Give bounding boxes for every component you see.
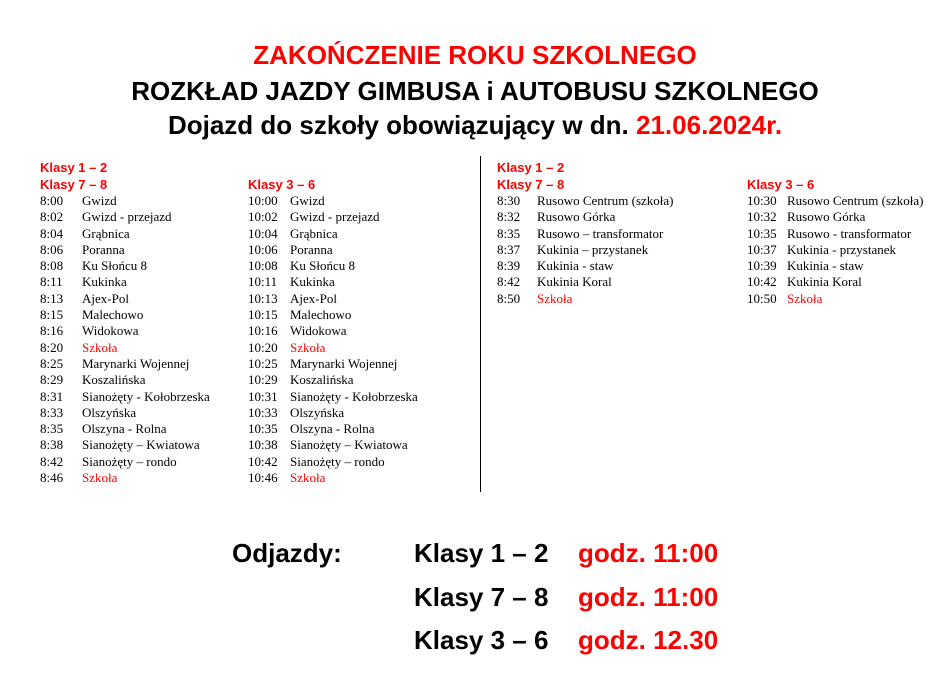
departure-group: Klasy 1 – 2 <box>414 538 549 568</box>
departures-label: Odjazdy: <box>232 538 342 568</box>
stop-row <box>40 323 240 339</box>
stop-row <box>40 421 240 437</box>
stop-time: 10:08 <box>248 258 278 274</box>
stop-name: Sianożęty - Kołobrzeska <box>82 388 210 404</box>
stop-row <box>497 242 727 258</box>
stop-row <box>248 323 448 339</box>
stop-row <box>40 193 240 209</box>
stop-name: Kukinia – przystanek <box>537 241 649 257</box>
stop-name: Widokowa <box>290 323 347 339</box>
stop-row <box>40 454 240 470</box>
right-schedule-b <box>747 193 947 307</box>
stop-name: Szkoła <box>537 290 573 306</box>
date-value: 21.06.2024r. <box>636 110 783 140</box>
stop-time: 10:13 <box>248 290 278 306</box>
stop-row <box>40 274 240 290</box>
stop-row <box>40 258 240 274</box>
stop-name: Olszyna - Rolna <box>82 421 167 437</box>
stop-row <box>40 291 240 307</box>
right-group-a-line1: Klasy 1 – 2 <box>497 160 565 175</box>
stop-time: 8:33 <box>40 404 64 420</box>
stop-name: Ku Słońcu 8 <box>82 258 147 274</box>
stop-name: Szkoła <box>82 339 118 355</box>
stop-row <box>40 307 240 323</box>
stop-row <box>248 340 448 356</box>
departure-group: Klasy 3 – 6 <box>414 625 549 655</box>
stop-name: Sianożęty - Kołobrzeska <box>290 388 418 404</box>
stop-name: Rusowo Górka <box>787 209 866 225</box>
stop-name: Szkoła <box>82 470 118 486</box>
stop-time: 10:30 <box>747 193 777 208</box>
stop-name: Gwizd <box>290 193 325 208</box>
stop-time: 10:06 <box>248 241 278 257</box>
stop-name: Sianożęty – Kwiatowa <box>290 437 408 453</box>
right-group-b: Klasy 3 – 6 <box>747 177 815 192</box>
stop-row <box>248 470 448 486</box>
stop-row <box>497 193 727 209</box>
stop-time: 8:04 <box>40 225 64 241</box>
stop-row <box>40 405 240 421</box>
subtitle: ROZKŁAD JAZDY GIMBUSA i AUTOBUSU SZKOLNEGO <box>131 76 819 106</box>
stop-row <box>497 291 727 307</box>
stop-time: 10:38 <box>248 437 278 453</box>
title: ZAKOŃCZENIE ROKU SZKOLNEGO <box>253 40 697 70</box>
stop-name: Koszalińska <box>82 372 146 388</box>
stop-row <box>248 372 448 388</box>
stop-row <box>248 405 448 421</box>
stop-row <box>248 193 448 209</box>
stop-row <box>248 258 448 274</box>
stop-time: 10:25 <box>248 355 278 371</box>
stop-name: Gwizd <box>82 193 117 208</box>
stop-time: 10:32 <box>747 209 777 225</box>
stop-time: 8:35 <box>40 421 64 437</box>
stop-name: Szkoła <box>787 290 823 306</box>
stop-time: 8:20 <box>40 339 64 355</box>
stop-time: 8:32 <box>497 209 521 225</box>
stop-row <box>248 307 448 323</box>
stop-time: 10:50 <box>747 290 777 306</box>
stop-name: Rusowo – transformator <box>537 225 664 241</box>
stop-name: Ajex-Pol <box>82 290 129 306</box>
stop-time: 10:02 <box>248 209 278 225</box>
stop-time: 10:00 <box>248 193 278 208</box>
stop-time: 10:42 <box>747 274 777 290</box>
stop-time: 8:11 <box>40 274 63 290</box>
stop-row <box>248 274 448 290</box>
stop-time: 8:15 <box>40 307 64 323</box>
stop-row <box>747 242 947 258</box>
departure-group: Klasy 7 – 8 <box>414 582 549 612</box>
stop-row <box>747 209 947 225</box>
stop-name: Marynarki Wojennej <box>290 355 398 371</box>
stop-time: 8:25 <box>40 355 64 371</box>
date-prefix: Dojazd do szkoły obowiązujący w dn. <box>167 110 629 140</box>
stop-name: Sianożęty – rondo <box>290 453 385 469</box>
stop-name: Malechowo <box>82 307 144 323</box>
stop-row <box>40 356 240 372</box>
stop-row <box>248 356 448 372</box>
stop-time: 8:02 <box>40 209 64 225</box>
stop-name: Malechowo <box>290 307 352 323</box>
stop-time: 8:38 <box>40 437 64 453</box>
stop-name: Grąbnica <box>290 225 338 241</box>
left-group-b: Klasy 3 – 6 <box>248 177 316 192</box>
stop-name: Olszyna - Rolna <box>290 421 375 437</box>
right-schedule-a <box>497 193 727 307</box>
stop-name: Olszyńska <box>290 404 345 420</box>
stop-name: Gwizd - przejazd <box>290 209 380 225</box>
left-group-a-line1: Klasy 1 – 2 <box>40 160 108 175</box>
stop-name: Rusowo Górka <box>537 209 616 225</box>
stop-time: 8:30 <box>497 193 521 208</box>
left-schedule-b <box>248 193 448 486</box>
stop-time: 8:35 <box>497 225 521 241</box>
stop-time: 10:46 <box>248 470 278 486</box>
stop-time: 8:39 <box>497 258 521 274</box>
stop-time: 8:42 <box>40 453 64 469</box>
left-group-a-line2: Klasy 7 – 8 <box>40 177 108 192</box>
stop-row <box>497 258 727 274</box>
stop-row <box>248 209 448 225</box>
stop-name: Kukinia Koral <box>787 274 862 290</box>
stop-time: 8:42 <box>497 274 521 290</box>
stop-time: 8:13 <box>40 290 64 306</box>
stop-time: 10:39 <box>747 258 777 274</box>
stop-row <box>248 291 448 307</box>
stop-name: Ajex-Pol <box>290 290 337 306</box>
stop-row <box>747 274 947 290</box>
stop-name: Ku Słońcu 8 <box>290 258 355 274</box>
stop-name: Kukinka <box>82 274 127 290</box>
stop-row <box>747 193 947 209</box>
stop-row <box>248 242 448 258</box>
stop-row <box>40 340 240 356</box>
stop-row <box>40 226 240 242</box>
date-line <box>0 110 950 140</box>
stop-name: Koszalińska <box>290 372 354 388</box>
stop-row <box>747 258 947 274</box>
stop-name: Kukinia - staw <box>537 258 614 274</box>
stop-row <box>248 421 448 437</box>
stop-time: 10:04 <box>248 225 278 241</box>
stop-name: Marynarki Wojennej <box>82 355 190 371</box>
stop-name: Kukinia Koral <box>537 274 612 290</box>
stop-time: 10:35 <box>747 225 777 241</box>
stop-time: 8:16 <box>40 323 64 339</box>
stop-name: Sianożęty – Kwiatowa <box>82 437 200 453</box>
stop-time: 10:33 <box>248 404 278 420</box>
stop-name: Szkoła <box>290 470 326 486</box>
stop-time: 10:15 <box>248 307 278 323</box>
stop-row <box>497 226 727 242</box>
stop-time: 10:29 <box>248 372 278 388</box>
stop-name: Rusowo Centrum (szkoła) <box>787 193 924 208</box>
stop-name: Poranna <box>290 241 333 257</box>
stop-name: Kukinia - staw <box>787 258 864 274</box>
stop-name: Rusowo Centrum (szkoła) <box>537 193 674 208</box>
stop-time: 8:31 <box>40 388 64 404</box>
departure-time: godz. 12.30 <box>578 625 719 655</box>
stop-name: Kukinia - przystanek <box>787 241 897 257</box>
stop-row <box>747 291 947 307</box>
stop-name: Szkoła <box>290 339 326 355</box>
stop-name: Widokowa <box>82 323 139 339</box>
stop-row <box>747 226 947 242</box>
column-divider <box>480 156 481 492</box>
stop-name: Gwizd - przejazd <box>82 209 172 225</box>
stop-row <box>40 372 240 388</box>
departure-time: godz. 11:00 <box>578 538 719 568</box>
stop-time: 10:20 <box>248 339 278 355</box>
stop-name: Olszyńska <box>82 404 137 420</box>
stop-name: Grąbnica <box>82 225 130 241</box>
stop-row <box>40 389 240 405</box>
stop-row <box>40 437 240 453</box>
stop-time: 8:46 <box>40 470 64 486</box>
stop-name: Rusowo - transformator <box>787 225 912 241</box>
stop-time: 8:37 <box>497 241 521 257</box>
stop-row <box>248 226 448 242</box>
stop-time: 8:06 <box>40 241 64 257</box>
stop-name: Kukinka <box>290 274 335 290</box>
stop-name: Sianożęty – rondo <box>82 453 177 469</box>
stop-time: 10:31 <box>248 388 278 404</box>
stop-row <box>248 454 448 470</box>
stop-row <box>40 242 240 258</box>
stop-row <box>40 209 240 225</box>
stop-row <box>40 470 240 486</box>
departure-time: godz. 11:00 <box>578 582 719 612</box>
right-group-a-line2: Klasy 7 – 8 <box>497 177 565 192</box>
stop-row <box>497 274 727 290</box>
stop-time: 8:00 <box>40 193 64 208</box>
stop-time: 8:29 <box>40 372 64 388</box>
stop-row <box>248 389 448 405</box>
stop-time: 10:11 <box>248 274 278 290</box>
stop-name: Poranna <box>82 241 125 257</box>
stop-time: 8:08 <box>40 258 64 274</box>
stop-row <box>248 437 448 453</box>
stop-time: 10:37 <box>747 241 777 257</box>
left-schedule-a <box>40 193 240 486</box>
stop-time: 10:16 <box>248 323 278 339</box>
stop-time: 10:35 <box>248 421 278 437</box>
stop-time: 10:42 <box>248 453 278 469</box>
stop-row <box>497 209 727 225</box>
stop-time: 8:50 <box>497 290 521 306</box>
